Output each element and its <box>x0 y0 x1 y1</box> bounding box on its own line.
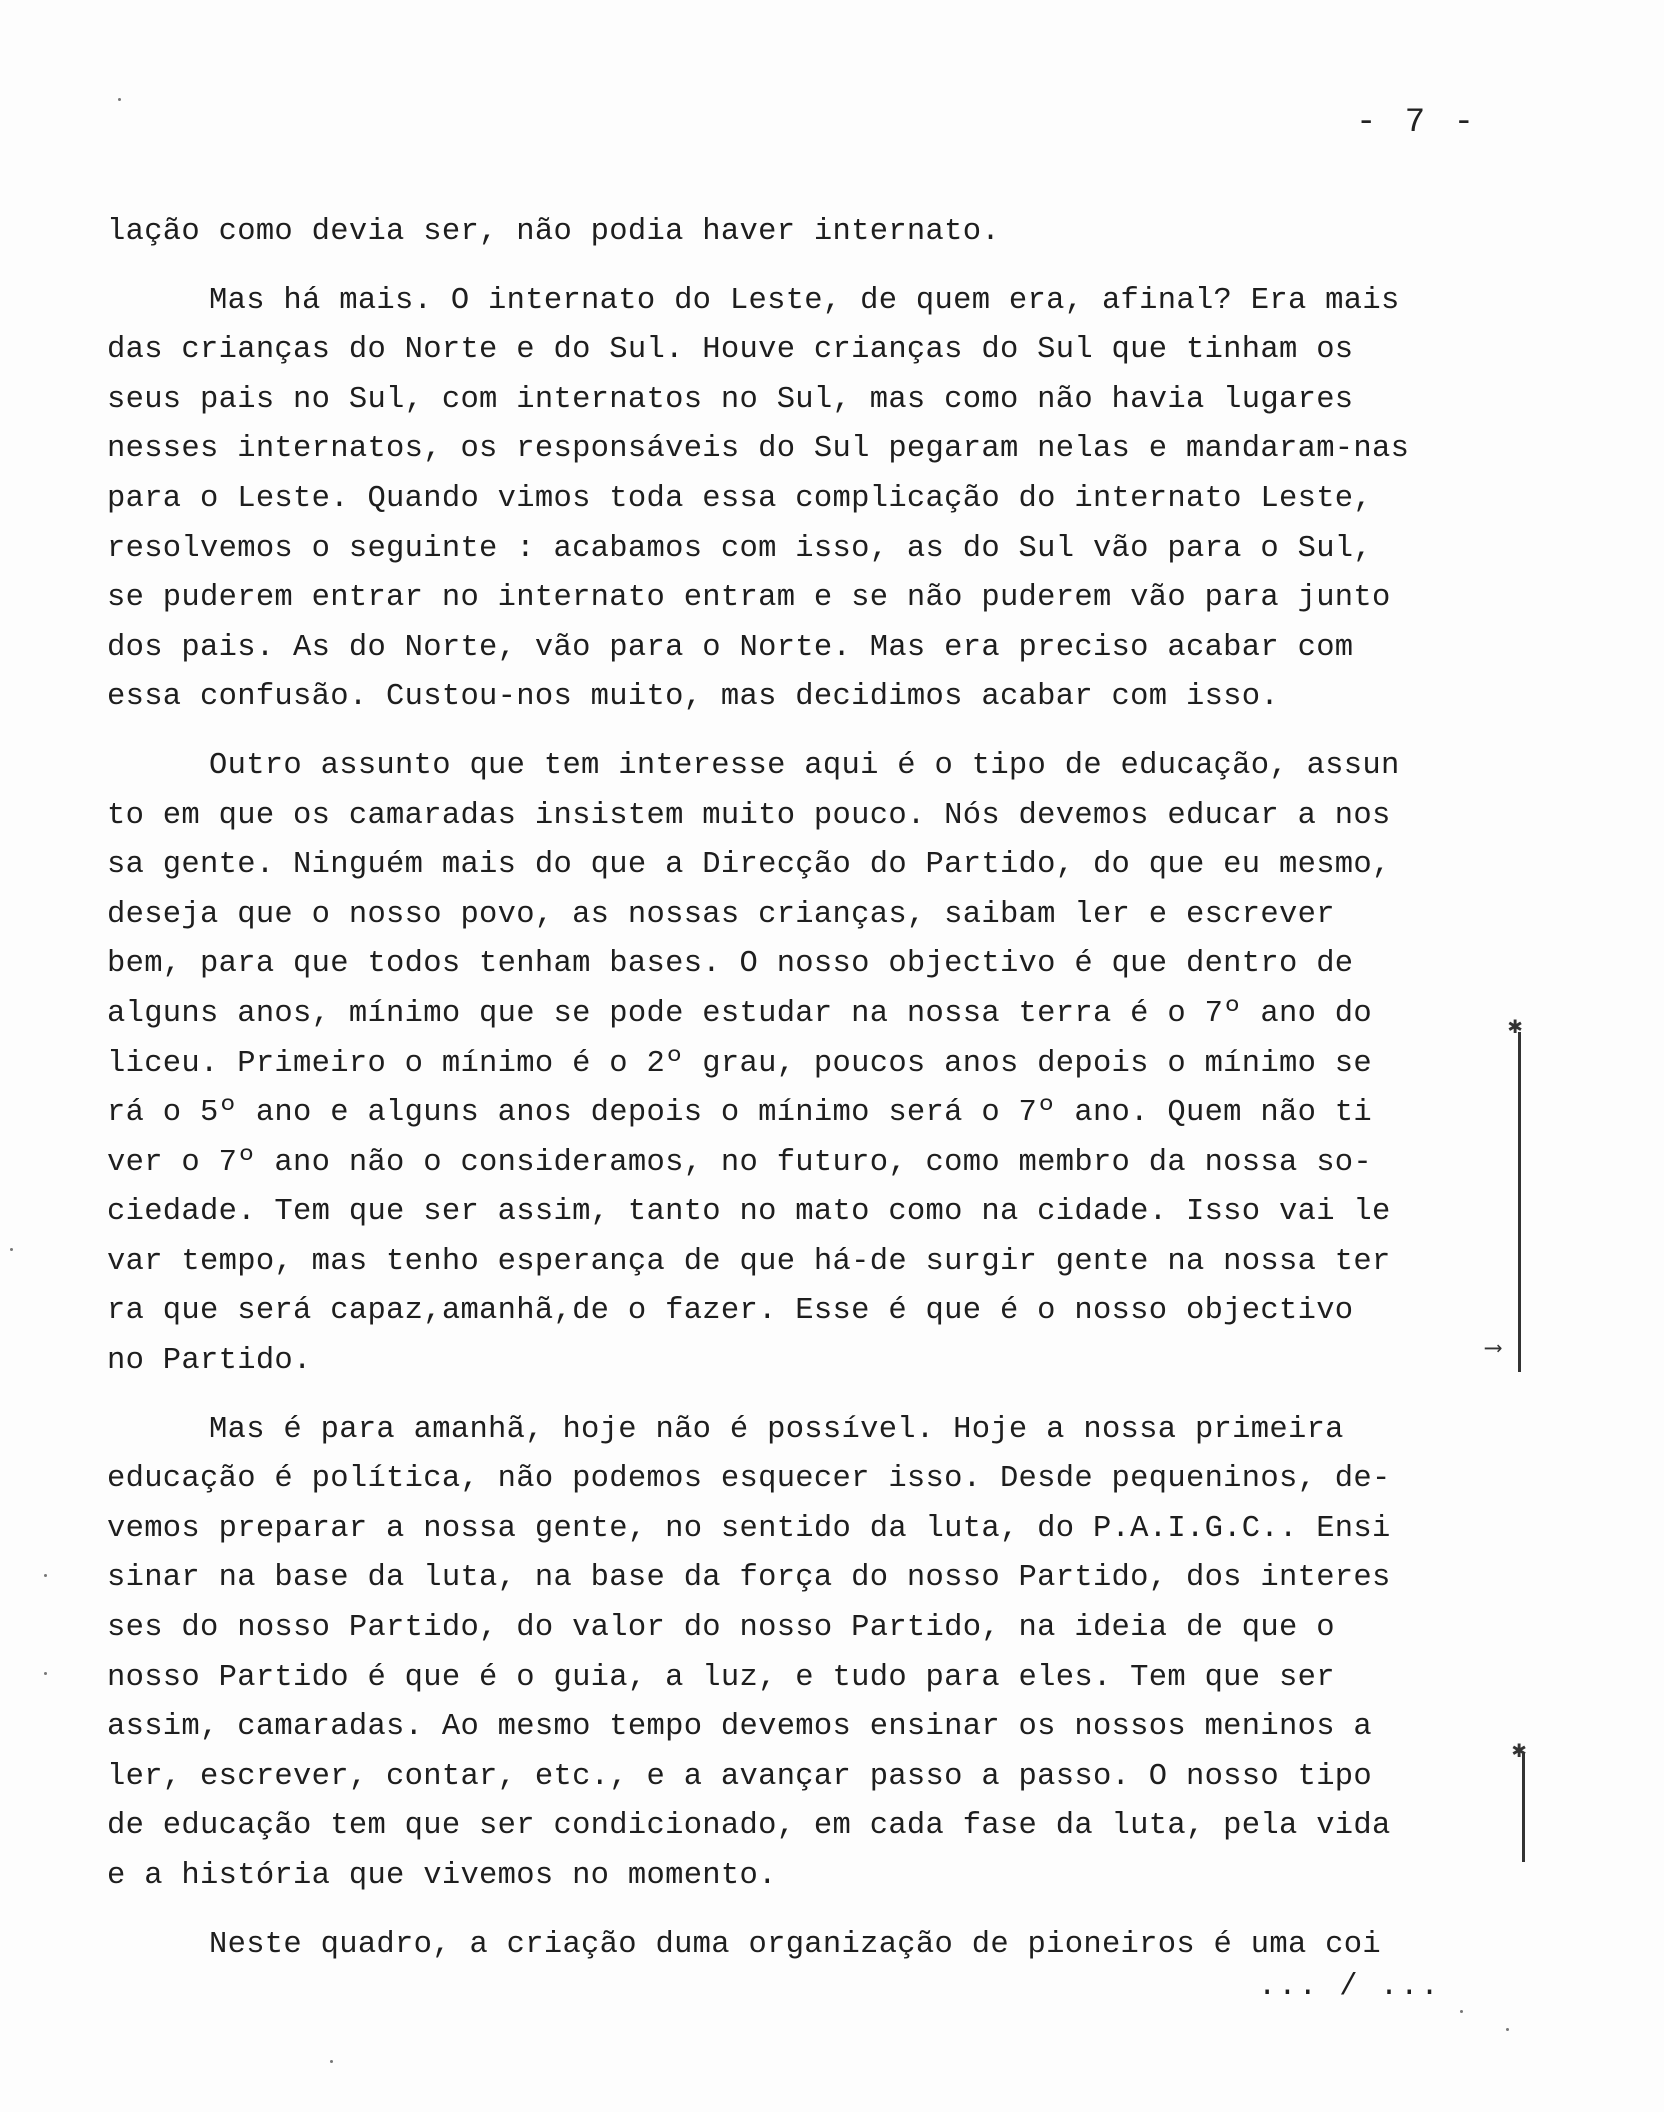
text-line: to em que os camaradas insistem muito pouco. Nós devemos educar a nos <box>107 798 1391 833</box>
paragraph-5 <box>107 1921 1527 1971</box>
text-line: Mas há mais. O internato do Leste, de quem era, afinal? Era mais <box>209 283 1400 318</box>
text-line: liceu. Primeiro o mínimo é o 2º grau, poucos anos depois o mínimo se <box>107 1046 1373 1081</box>
margin-bracket <box>1518 1032 1521 1372</box>
text-line: Mas é para amanhã, hoje não é possível. Hoje a nossa primeira <box>209 1412 1344 1447</box>
scan-speck <box>118 98 121 101</box>
text-line: bem, para que todos tenham bases. O nosso objectivo é que dentro de <box>107 947 1354 982</box>
paragraph-2 <box>107 277 1527 723</box>
margin-arrow-icon: ⟶ <box>1486 1336 1501 1363</box>
text-line: e a história que vivemos no momento. <box>107 1859 777 1893</box>
text-line: nesses internatos, os responsáveis do Sul pegaram nelas e mandaram-nas <box>107 432 1410 467</box>
text-line: sa gente. Ninguém mais do que a Direcção do Partido, do que eu mesmo, <box>107 848 1391 883</box>
text-line: rá o 5º ano e alguns anos depois o mínimo será o 7º ano. Quem não ti <box>107 1096 1373 1131</box>
text-line: essa confusão. Custou-nos muito, mas decidimos acabar com isso. <box>107 680 1279 715</box>
page-number: - 7 - <box>1356 104 1479 142</box>
margin-arrow-icon: ✱ <box>1508 1014 1523 1041</box>
text-line: seus pais no Sul, com internatos no Sul, mas como não havia lugares <box>107 382 1354 417</box>
text-line: de educação tem que ser condicionado, em cada fase da luta, pela vida <box>107 1809 1391 1844</box>
text-line: resolvemos o seguinte : acabamos com isso, as do Sul vão para o Sul, <box>107 531 1373 566</box>
text-line: das crianças do Norte e do Sul. Houve crianças do Sul que tinham os <box>107 333 1354 368</box>
text-line: ler, escrever, contar, etc., e a avançar passo a passo. O nosso tipo <box>107 1759 1373 1794</box>
text-line: vemos preparar a nossa gente, no sentido da luta, do P.A.I.G.C.. Ensi <box>107 1511 1391 1546</box>
text-line: ses do nosso Partido, do valor do nosso Partido, na ideia de que o <box>107 1611 1335 1646</box>
text-line: dos pais. As do Norte, vão para o Norte. Mas era preciso acabar com <box>107 630 1354 665</box>
margin-bracket <box>1522 1752 1525 1862</box>
text-line: sinar na base da luta, na base da força do nosso Partido, dos interes <box>107 1561 1391 1596</box>
text-line: educação é política, não podemos esquecer isso. Desde pequeninos, de- <box>107 1462 1391 1497</box>
text-line: ver o 7º ano não o consideramos, no futuro, como membro da nossa so- <box>107 1145 1373 1180</box>
scan-speck <box>10 1248 13 1251</box>
scan-speck <box>44 1672 47 1675</box>
body-text <box>107 208 1527 1970</box>
scan-speck <box>330 2060 333 2063</box>
text-line: no Partido. <box>107 1344 312 1379</box>
text-line: para o Leste. Quando vimos toda essa complicação do internato Leste, <box>107 481 1373 516</box>
text-line: var tempo, mas tenho esperança de que há-de surgir gente na nossa ter <box>107 1244 1391 1279</box>
continuation-mark: ... / ... <box>1258 1970 1441 2004</box>
text-line: ciedade. Tem que ser assim, tanto no mato como na cidade. Isso vai le <box>107 1195 1391 1230</box>
text-line: alguns anos, mínimo que se pode estudar na nossa terra é o 7º ano do <box>107 996 1373 1031</box>
text-line: assim, camaradas. Ao mesmo tempo devemos ensinar os nossos meninos a <box>107 1710 1373 1745</box>
text-line: deseja que o nosso povo, as nossas crianças, saibam ler e escrever <box>107 897 1335 932</box>
paragraph-3 <box>107 742 1527 1387</box>
paragraph-1 <box>107 208 1527 258</box>
scan-speck <box>1506 2028 1509 2031</box>
text-line: lação como devia ser, não podia haver internato. <box>107 215 1000 249</box>
text-line: ra que será capaz,amanhã,de o fazer. Esse é que é o nosso objectivo <box>107 1294 1354 1329</box>
text-line: Neste quadro, a criação duma organização de pioneiros é uma coi <box>209 1927 1381 1962</box>
text-line: se puderem entrar no internato entram e se não puderem vão para junto <box>107 581 1391 616</box>
text-line: nosso Partido é que é o guia, a luz, e tudo para eles. Tem que ser <box>107 1660 1335 1695</box>
paragraph-4 <box>107 1406 1527 1902</box>
text-line: Outro assunto que tem interesse aqui é o tipo de educação, assun <box>209 748 1400 783</box>
scan-speck <box>1460 2010 1463 2013</box>
margin-arrow-icon: ✱ <box>1512 1738 1527 1765</box>
scan-speck <box>44 1574 47 1577</box>
